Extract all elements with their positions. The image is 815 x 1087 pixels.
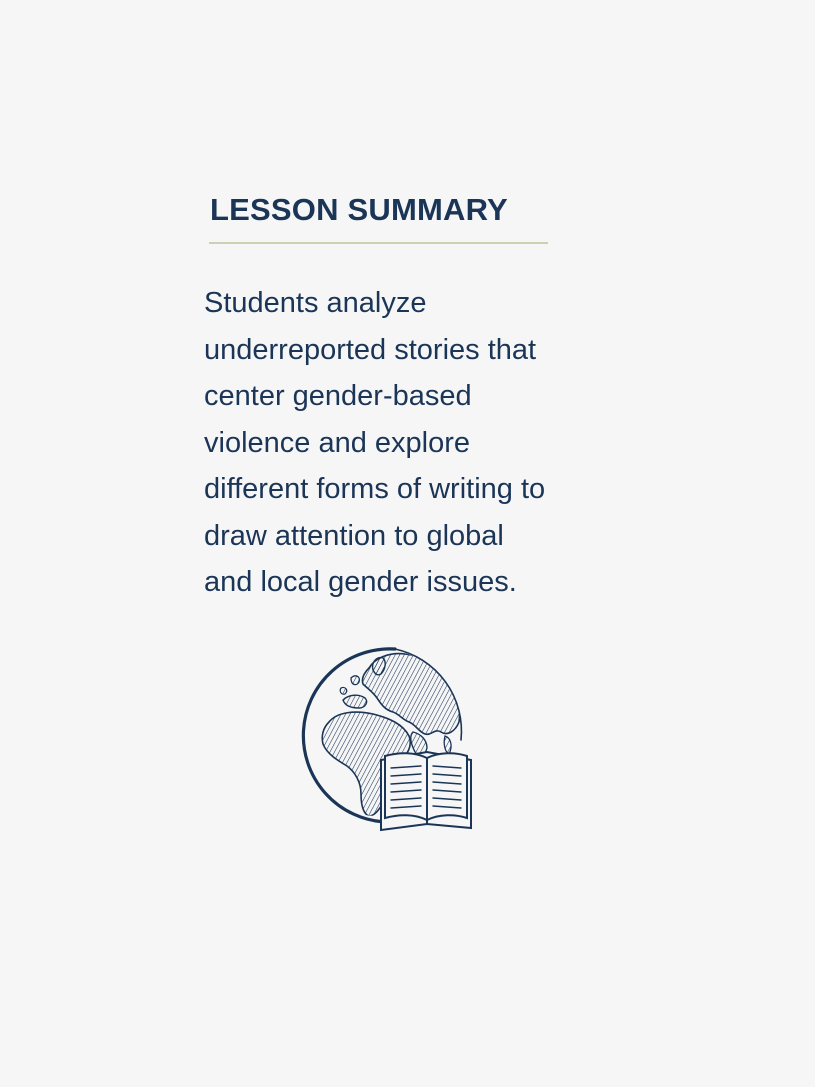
summary-line: Students analyze [204,287,427,319]
lesson-summary-heading: LESSON SUMMARY [210,192,508,227]
summary-line: draw attention to global [204,519,504,552]
summary-line: violence and explore [204,426,471,459]
globe-with-open-book-icon [285,640,475,835]
summary-line: underreported stories that [204,333,537,366]
summary-line: different forms of writing to [204,473,546,505]
heading-divider [209,242,548,244]
summary-line: and local gender issues. [204,566,517,598]
lesson-summary-text [204,280,674,606]
summary-line: center gender-based [204,380,472,412]
